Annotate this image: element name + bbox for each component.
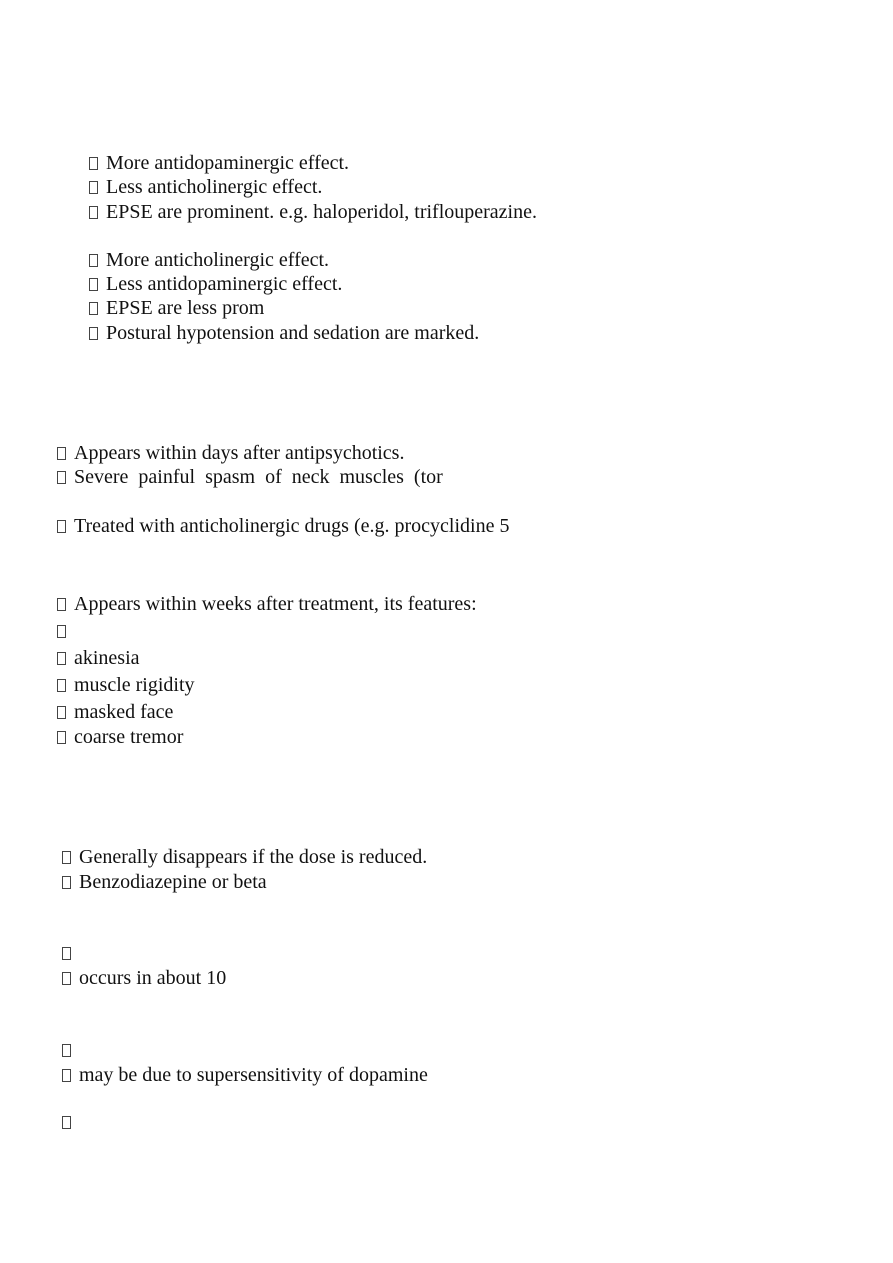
- list-item-text: Severe painful spasm of neck muscles (tor: [74, 466, 443, 488]
- list-item: [57, 673, 195, 697]
- bullet-box-icon: [57, 447, 66, 460]
- bullet-box-icon: [57, 706, 66, 719]
- bullet-box-icon: [57, 625, 66, 638]
- list-item: [62, 1110, 79, 1134]
- bullet-box-icon: [57, 652, 66, 665]
- bullet-box-icon: [62, 1044, 71, 1057]
- bullet-box-icon: [62, 947, 71, 960]
- bullet-box-icon: [89, 327, 98, 340]
- list-item-text: Treated with anticholinergic drugs (e.g. procyclidine 5: [74, 515, 510, 537]
- list-item-text: muscle rigidity: [74, 674, 195, 696]
- list-item-text: Less anticholinergic effect.: [106, 176, 323, 198]
- bullet-box-icon: [62, 1116, 71, 1129]
- list-item: [57, 592, 477, 616]
- list-item-text: EPSE are prominent. e.g. haloperidol, triflouperazine.: [106, 201, 537, 223]
- list-item: [89, 200, 537, 224]
- list-item: [57, 619, 74, 643]
- list-item-text: coarse tremor: [74, 726, 184, 748]
- list-item: [89, 175, 322, 199]
- bullet-box-icon: [89, 181, 98, 194]
- bullet-box-icon: [57, 679, 66, 692]
- list-item: [62, 966, 226, 990]
- list-item: [57, 441, 404, 465]
- list-item: [89, 272, 342, 296]
- bullet-box-icon: [89, 206, 98, 219]
- list-item-text: More antidopaminergic effect.: [106, 152, 350, 174]
- bullet-box-icon: [89, 302, 98, 315]
- list-item: [89, 296, 264, 320]
- bullet-box-icon: [57, 520, 66, 533]
- list-item-text: occurs in about 10: [79, 967, 227, 989]
- list-item-text: masked face: [74, 701, 174, 723]
- list-item-text: More anticholinergic effect.: [106, 249, 330, 271]
- list-item: [62, 845, 427, 869]
- list-item-text: EPSE are less prom: [106, 297, 265, 319]
- list-item-text: akinesia: [74, 647, 140, 669]
- bullet-box-icon: [57, 598, 66, 611]
- list-item: [62, 1063, 428, 1087]
- list-item: [89, 151, 349, 175]
- list-item: [89, 321, 479, 345]
- bullet-box-icon: [89, 157, 98, 170]
- list-item-text: Appears within days after antipsychotics.: [74, 442, 405, 464]
- list-item-text: Postural hypotension and sedation are marked.: [106, 322, 480, 344]
- bullet-box-icon: [62, 1069, 71, 1082]
- bullet-box-icon: [57, 471, 66, 484]
- bullet-box-icon: [89, 278, 98, 291]
- list-item: [57, 700, 173, 724]
- list-item-text: Generally disappears if the dose is reduced.: [79, 846, 428, 868]
- bullet-box-icon: [89, 254, 98, 267]
- list-item: [57, 465, 443, 489]
- bullet-box-icon: [62, 972, 71, 985]
- bullet-box-icon: [62, 851, 71, 864]
- list-item-text: may be due to supersensitivity of dopamine: [79, 1064, 428, 1086]
- list-item: [57, 725, 183, 749]
- list-item: [89, 248, 329, 272]
- list-item: [62, 870, 267, 894]
- list-item: [57, 514, 509, 538]
- list-item: [62, 1038, 79, 1062]
- bullet-box-icon: [62, 876, 71, 889]
- list-item-text: Appears within weeks after treatment, its features:: [74, 593, 477, 615]
- list-item: [62, 941, 79, 965]
- list-item-text: Benzodiazepine or beta: [79, 871, 267, 893]
- list-item: [57, 646, 140, 670]
- bullet-box-icon: [57, 731, 66, 744]
- list-item-text: Less antidopaminergic effect.: [106, 273, 343, 295]
